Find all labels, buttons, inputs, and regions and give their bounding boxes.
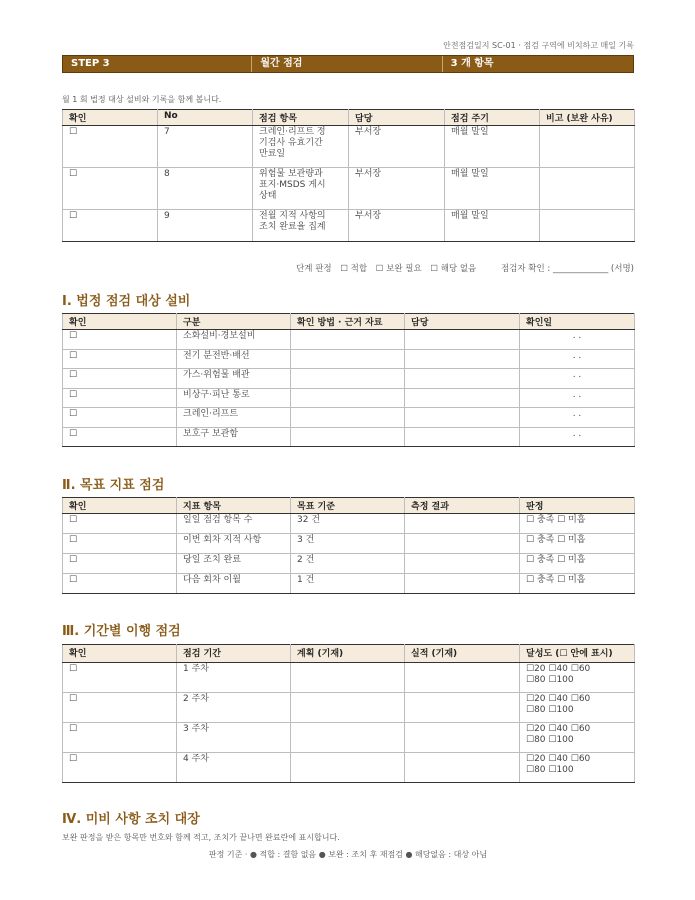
owner-field[interactable] (405, 369, 520, 389)
owner: 부서장 (349, 168, 445, 210)
col-header: 확인 방법 · 근거 자료 (291, 314, 405, 330)
checkbox[interactable]: ☐ (63, 408, 177, 428)
section-title: Ⅱ. 목표 지표 점검 (62, 478, 165, 493)
plan-field[interactable] (291, 753, 405, 783)
table-row (63, 554, 635, 574)
checkbox[interactable]: ☐ (63, 663, 177, 693)
col-header: 목표 기준 (291, 498, 405, 514)
metric: 이번 회차 지적 사항 (177, 534, 291, 554)
date-field[interactable]: . . (520, 388, 635, 408)
period: 3 주차 (177, 723, 291, 753)
col-header: 달성도 (☐ 안에 표시) (520, 645, 635, 663)
checkbox[interactable]: ☐ (63, 210, 158, 242)
target: 3 건 (291, 534, 405, 554)
target: 1 건 (291, 574, 405, 594)
col-header: 판정 (520, 498, 635, 514)
category: 전기 분전반·배선 (177, 349, 291, 369)
cycle: 매월 말일 (445, 210, 540, 242)
method-field[interactable] (291, 388, 405, 408)
date-field[interactable]: . . (520, 349, 635, 369)
col-header: No (158, 110, 253, 126)
equipment-table (62, 313, 635, 447)
checkbox[interactable]: ☐ (63, 753, 177, 783)
col-header: 지표 항목 (177, 498, 291, 514)
step-verdict (290, 262, 634, 274)
category: 가스·위험물 배관 (177, 369, 291, 389)
col-header: 구분 (177, 314, 291, 330)
owner-field[interactable] (405, 330, 520, 350)
checkbox[interactable]: ☐ (63, 514, 177, 534)
owner: 부서장 (349, 210, 445, 242)
col-header: 측정 결과 (405, 498, 520, 514)
col-header: 담당 (349, 110, 445, 126)
achievement-options[interactable]: ☐20 ☐40 ☐60 ☐80 ☐100 (520, 723, 635, 753)
section-title: Ⅳ. 미비 사항 조치 대장 (62, 812, 200, 827)
plan-field[interactable] (291, 693, 405, 723)
owner-field[interactable] (405, 408, 520, 428)
method-field[interactable] (291, 330, 405, 350)
verdict-option-pass[interactable]: ☐ 적합 (340, 264, 368, 274)
judge-options[interactable]: ☐ 충족 ☐ 미흡 (520, 554, 635, 574)
table-row (63, 534, 635, 554)
owner-field[interactable] (405, 388, 520, 408)
period: 2 주차 (177, 693, 291, 723)
item-number: 8 (158, 168, 253, 210)
table-row (63, 574, 635, 594)
target: 32 건 (291, 514, 405, 534)
category: 크레인·리프트 (177, 408, 291, 428)
step-number: STEP 3 (63, 56, 252, 72)
col-header: 확인 (63, 110, 158, 126)
col-header: 점검 항목 (253, 110, 349, 126)
judge-options[interactable]: ☐ 충족 ☐ 미흡 (520, 534, 635, 554)
checkbox[interactable]: ☐ (63, 349, 177, 369)
verdict-legend: 판정 기준 · ● 적합 : 결함 없음 ● 보완 : 조치 후 재점검 ● 해당없음 : 대상 아님 (208, 850, 488, 859)
date-field[interactable]: . . (520, 408, 635, 428)
table-row (63, 427, 635, 447)
col-header: 담당 (405, 314, 520, 330)
owner-field[interactable] (405, 349, 520, 369)
achievement-options[interactable]: ☐20 ☐40 ☐60 ☐80 ☐100 (520, 663, 635, 693)
col-header: 비고 (보완 사유) (540, 110, 635, 126)
date-field[interactable]: . . (520, 369, 635, 389)
table-row (63, 168, 635, 210)
step-bar (62, 55, 634, 73)
result-field[interactable] (405, 534, 520, 554)
date-field[interactable]: . . (520, 330, 635, 350)
checkbox[interactable]: ☐ (63, 168, 158, 210)
monthly-table (62, 109, 635, 242)
method-field[interactable] (291, 408, 405, 428)
metric: 일일 점검 항목 수 (177, 514, 291, 534)
cycle: 매월 말일 (445, 126, 540, 168)
checkbox[interactable]: ☐ (63, 534, 177, 554)
method-field[interactable] (291, 427, 405, 447)
table-row (63, 753, 635, 783)
document-header: 안전점검일지 SC-01 · 점검 구역에 비치하고 매일 기록 (443, 41, 634, 50)
achievement-options[interactable]: ☐20 ☐40 ☐60 ☐80 ☐100 (520, 693, 635, 723)
table-row (63, 723, 635, 753)
judge-options[interactable]: ☐ 충족 ☐ 미흡 (520, 574, 635, 594)
table-row (63, 514, 635, 534)
achievement-options[interactable]: ☐20 ☐40 ☐60 ☐80 ☐100 (520, 753, 635, 783)
period: 1 주차 (177, 663, 291, 693)
item-number: 7 (158, 126, 253, 168)
col-header: 점검 기간 (177, 645, 291, 663)
item-text: 위험물 보관량과 표지·MSDS 게시 상태 (253, 168, 349, 210)
result-field[interactable] (405, 574, 520, 594)
table-row (63, 663, 635, 693)
table-row (63, 693, 635, 723)
result-field[interactable] (405, 514, 520, 534)
section4-note: 보완 판정을 받은 항목만 번호와 함께 적고, 조치가 끝나면 완료란에 표시합니다. (62, 833, 340, 842)
method-field[interactable] (291, 349, 405, 369)
metric: 당일 조치 완료 (177, 554, 291, 574)
remark-field[interactable] (540, 168, 635, 210)
checkbox[interactable]: ☐ (63, 554, 177, 574)
step-name: 월간 점검 (252, 56, 442, 72)
col-header: 실적 (기재) (405, 645, 520, 663)
result-field[interactable] (405, 554, 520, 574)
plan-field[interactable] (291, 723, 405, 753)
actual-field[interactable] (405, 753, 520, 783)
checkbox[interactable]: ☐ (63, 574, 177, 594)
checkbox[interactable]: ☐ (63, 388, 177, 408)
section-title: Ⅲ. 기간별 이행 점검 (62, 624, 181, 639)
remark-field[interactable] (540, 126, 635, 168)
col-header: 확인 (63, 314, 177, 330)
category: 소화설비·경보설비 (177, 330, 291, 350)
item-text: 크레인·리프트 정 기검사 유효기간 만료일 (253, 126, 349, 168)
item-text: 전월 지적 사항의 조치 완료율 집계 (253, 210, 349, 242)
actual-field[interactable] (405, 723, 520, 753)
remark-field[interactable] (540, 210, 635, 242)
method-field[interactable] (291, 369, 405, 389)
actual-field[interactable] (405, 693, 520, 723)
col-header: 확인일 (520, 314, 635, 330)
owner: 부서장 (349, 126, 445, 168)
table-row (63, 388, 635, 408)
checkbox[interactable]: ☐ (63, 723, 177, 753)
table-row (63, 369, 635, 389)
inspector-signature[interactable]: 점검자 확인 : _____________ (서명) (500, 264, 634, 274)
plan-field[interactable] (291, 663, 405, 693)
checkbox[interactable]: ☐ (63, 693, 177, 723)
cycle: 매월 말일 (445, 168, 540, 210)
judge-options[interactable]: ☐ 충족 ☐ 미흡 (520, 514, 635, 534)
table-row (63, 349, 635, 369)
category: 보호구 보관함 (177, 427, 291, 447)
category: 비상구·피난 통로 (177, 388, 291, 408)
owner-field[interactable] (405, 427, 520, 447)
verdict-option-na[interactable]: ☐ 해당 없음 (430, 264, 477, 274)
col-header: 계획 (기재) (291, 645, 405, 663)
target: 2 건 (291, 554, 405, 574)
checkbox[interactable]: ☐ (63, 427, 177, 447)
col-header: 확인 (63, 645, 177, 663)
table-row (63, 210, 635, 242)
monthly-note: 월 1 회 법정 대상 설비와 기록을 함께 봅니다. (62, 95, 222, 104)
period-table (62, 644, 635, 783)
date-field[interactable]: . . (520, 427, 635, 447)
item-number: 9 (158, 210, 253, 242)
period: 4 주차 (177, 753, 291, 783)
metric: 다음 회차 이월 (177, 574, 291, 594)
section-title: Ⅰ. 법정 점검 대상 설비 (62, 294, 191, 309)
checkbox[interactable]: ☐ (63, 126, 158, 168)
verdict-label: 단계 판정 (296, 264, 332, 274)
step-count: 3 개 항목 (450, 58, 494, 69)
metrics-table (62, 497, 635, 594)
checkbox[interactable]: ☐ (63, 330, 177, 350)
table-row (63, 408, 635, 428)
table-row (63, 126, 635, 168)
actual-field[interactable] (405, 663, 520, 693)
table-row (63, 330, 635, 350)
verdict-option-fix[interactable]: ☐ 보완 필요 (375, 264, 422, 274)
col-header: 확인 (63, 498, 177, 514)
col-header: 점검 주기 (445, 110, 540, 126)
checkbox[interactable]: ☐ (63, 369, 177, 389)
